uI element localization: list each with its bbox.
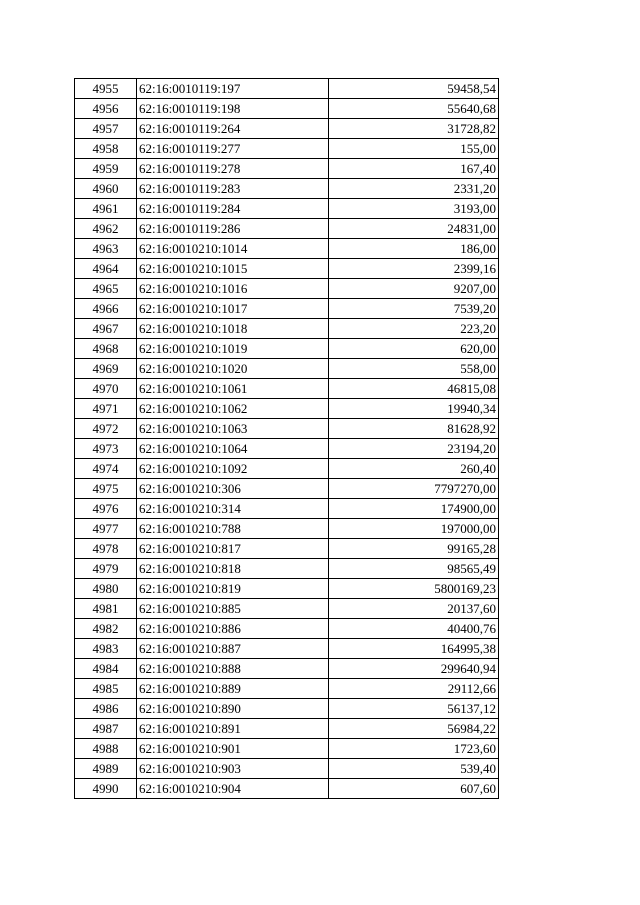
cadastral-number-cell: 62:16:0010210:889 <box>137 679 329 699</box>
table-row <box>75 759 499 779</box>
cadastral-number-cell: 62:16:0010210:1063 <box>137 419 329 439</box>
cadastral-number-cell: 62:16:0010210:886 <box>137 619 329 639</box>
cadastral-number-cell: 62:16:0010210:888 <box>137 659 329 679</box>
cadastral-number-cell: 62:16:0010210:818 <box>137 559 329 579</box>
table-body <box>75 79 499 799</box>
document-page <box>74 78 498 799</box>
value-cell: 56984,22 <box>329 719 499 739</box>
table-row <box>75 699 499 719</box>
row-number-cell: 4968 <box>75 339 137 359</box>
row-number-cell: 4970 <box>75 379 137 399</box>
table-row <box>75 479 499 499</box>
value-cell: 186,00 <box>329 239 499 259</box>
cadastral-number-cell: 62:16:0010119:264 <box>137 119 329 139</box>
table-row <box>75 679 499 699</box>
row-number-cell: 4956 <box>75 99 137 119</box>
row-number-cell: 4984 <box>75 659 137 679</box>
cadastral-number-cell: 62:16:0010210:887 <box>137 639 329 659</box>
row-number-cell: 4973 <box>75 439 137 459</box>
table-row <box>75 379 499 399</box>
table-row <box>75 779 499 799</box>
value-cell: 607,60 <box>329 779 499 799</box>
cadastral-number-cell: 62:16:0010210:891 <box>137 719 329 739</box>
row-number-cell: 4955 <box>75 79 137 99</box>
table-row <box>75 339 499 359</box>
cadastral-number-cell: 62:16:0010119:278 <box>137 159 329 179</box>
table-row <box>75 539 499 559</box>
table-row <box>75 119 499 139</box>
cadastral-number-cell: 62:16:0010210:788 <box>137 519 329 539</box>
row-number-cell: 4969 <box>75 359 137 379</box>
row-number-cell: 4962 <box>75 219 137 239</box>
cadastral-number-cell: 62:16:0010210:904 <box>137 779 329 799</box>
value-cell: 2399,16 <box>329 259 499 279</box>
row-number-cell: 4980 <box>75 579 137 599</box>
table-row <box>75 599 499 619</box>
value-cell: 620,00 <box>329 339 499 359</box>
cadastral-number-cell: 62:16:0010210:1092 <box>137 459 329 479</box>
cadastral-number-cell: 62:16:0010210:306 <box>137 479 329 499</box>
value-cell: 3193,00 <box>329 199 499 219</box>
value-cell: 40400,76 <box>329 619 499 639</box>
value-cell: 55640,68 <box>329 99 499 119</box>
row-number-cell: 4961 <box>75 199 137 219</box>
table-row <box>75 519 499 539</box>
table-row <box>75 559 499 579</box>
table-row <box>75 659 499 679</box>
value-cell: 155,00 <box>329 139 499 159</box>
cadastral-number-cell: 62:16:0010210:1015 <box>137 259 329 279</box>
value-cell: 174900,00 <box>329 499 499 519</box>
cadastral-number-cell: 62:16:0010119:283 <box>137 179 329 199</box>
value-cell: 24831,00 <box>329 219 499 239</box>
table-row <box>75 79 499 99</box>
cadastral-number-cell: 62:16:0010210:1016 <box>137 279 329 299</box>
cadastral-number-cell: 62:16:0010210:1017 <box>137 299 329 319</box>
table-row <box>75 739 499 759</box>
row-number-cell: 4983 <box>75 639 137 659</box>
cadastral-number-cell: 62:16:0010210:1020 <box>137 359 329 379</box>
table-row <box>75 439 499 459</box>
table-row <box>75 219 499 239</box>
value-cell: 31728,82 <box>329 119 499 139</box>
table-row <box>75 579 499 599</box>
table-row <box>75 319 499 339</box>
table-row <box>75 159 499 179</box>
cadastral-number-cell: 62:16:0010210:885 <box>137 599 329 619</box>
table-row <box>75 259 499 279</box>
value-cell: 1723,60 <box>329 739 499 759</box>
cadastral-number-cell: 62:16:0010119:286 <box>137 219 329 239</box>
row-number-cell: 4966 <box>75 299 137 319</box>
table-row <box>75 239 499 259</box>
cadastral-number-cell: 62:16:0010119:284 <box>137 199 329 219</box>
row-number-cell: 4987 <box>75 719 137 739</box>
row-number-cell: 4986 <box>75 699 137 719</box>
row-number-cell: 4963 <box>75 239 137 259</box>
row-number-cell: 4965 <box>75 279 137 299</box>
cadastral-number-cell: 62:16:0010119:198 <box>137 99 329 119</box>
value-cell: 19940,34 <box>329 399 499 419</box>
value-cell: 5800169,23 <box>329 579 499 599</box>
row-number-cell: 4989 <box>75 759 137 779</box>
row-number-cell: 4982 <box>75 619 137 639</box>
row-number-cell: 4988 <box>75 739 137 759</box>
value-cell: 99165,28 <box>329 539 499 559</box>
value-cell: 29112,66 <box>329 679 499 699</box>
value-cell: 260,40 <box>329 459 499 479</box>
table-row <box>75 619 499 639</box>
table-row <box>75 719 499 739</box>
row-number-cell: 4960 <box>75 179 137 199</box>
cadastral-number-cell: 62:16:0010119:277 <box>137 139 329 159</box>
value-cell: 197000,00 <box>329 519 499 539</box>
value-cell: 2331,20 <box>329 179 499 199</box>
table-row <box>75 299 499 319</box>
row-number-cell: 4957 <box>75 119 137 139</box>
value-cell: 7797270,00 <box>329 479 499 499</box>
table-row <box>75 499 499 519</box>
value-cell: 539,40 <box>329 759 499 779</box>
table-row <box>75 279 499 299</box>
value-cell: 23194,20 <box>329 439 499 459</box>
row-number-cell: 4979 <box>75 559 137 579</box>
value-cell: 59458,54 <box>329 79 499 99</box>
row-number-cell: 4977 <box>75 519 137 539</box>
table-row <box>75 99 499 119</box>
value-cell: 299640,94 <box>329 659 499 679</box>
table-row <box>75 419 499 439</box>
table-row <box>75 199 499 219</box>
value-cell: 164995,38 <box>329 639 499 659</box>
row-number-cell: 4959 <box>75 159 137 179</box>
value-cell: 98565,49 <box>329 559 499 579</box>
value-cell: 167,40 <box>329 159 499 179</box>
row-number-cell: 4964 <box>75 259 137 279</box>
data-table <box>74 78 499 799</box>
row-number-cell: 4978 <box>75 539 137 559</box>
cadastral-number-cell: 62:16:0010210:314 <box>137 499 329 519</box>
row-number-cell: 4985 <box>75 679 137 699</box>
table-row <box>75 639 499 659</box>
cadastral-number-cell: 62:16:0010210:1018 <box>137 319 329 339</box>
value-cell: 558,00 <box>329 359 499 379</box>
row-number-cell: 4971 <box>75 399 137 419</box>
row-number-cell: 4958 <box>75 139 137 159</box>
value-cell: 223,20 <box>329 319 499 339</box>
row-number-cell: 4972 <box>75 419 137 439</box>
cadastral-number-cell: 62:16:0010210:1061 <box>137 379 329 399</box>
table-row <box>75 459 499 479</box>
cadastral-number-cell: 62:16:0010210:890 <box>137 699 329 719</box>
value-cell: 9207,00 <box>329 279 499 299</box>
value-cell: 7539,20 <box>329 299 499 319</box>
row-number-cell: 4981 <box>75 599 137 619</box>
value-cell: 56137,12 <box>329 699 499 719</box>
cadastral-number-cell: 62:16:0010210:903 <box>137 759 329 779</box>
row-number-cell: 4967 <box>75 319 137 339</box>
table-row <box>75 359 499 379</box>
cadastral-number-cell: 62:16:0010210:1014 <box>137 239 329 259</box>
table-row <box>75 179 499 199</box>
row-number-cell: 4976 <box>75 499 137 519</box>
cadastral-number-cell: 62:16:0010119:197 <box>137 79 329 99</box>
row-number-cell: 4975 <box>75 479 137 499</box>
cadastral-number-cell: 62:16:0010210:817 <box>137 539 329 559</box>
cadastral-number-cell: 62:16:0010210:901 <box>137 739 329 759</box>
row-number-cell: 4974 <box>75 459 137 479</box>
value-cell: 81628,92 <box>329 419 499 439</box>
cadastral-number-cell: 62:16:0010210:819 <box>137 579 329 599</box>
cadastral-number-cell: 62:16:0010210:1064 <box>137 439 329 459</box>
value-cell: 46815,08 <box>329 379 499 399</box>
value-cell: 20137,60 <box>329 599 499 619</box>
row-number-cell: 4990 <box>75 779 137 799</box>
table-row <box>75 139 499 159</box>
cadastral-number-cell: 62:16:0010210:1019 <box>137 339 329 359</box>
cadastral-number-cell: 62:16:0010210:1062 <box>137 399 329 419</box>
table-row <box>75 399 499 419</box>
